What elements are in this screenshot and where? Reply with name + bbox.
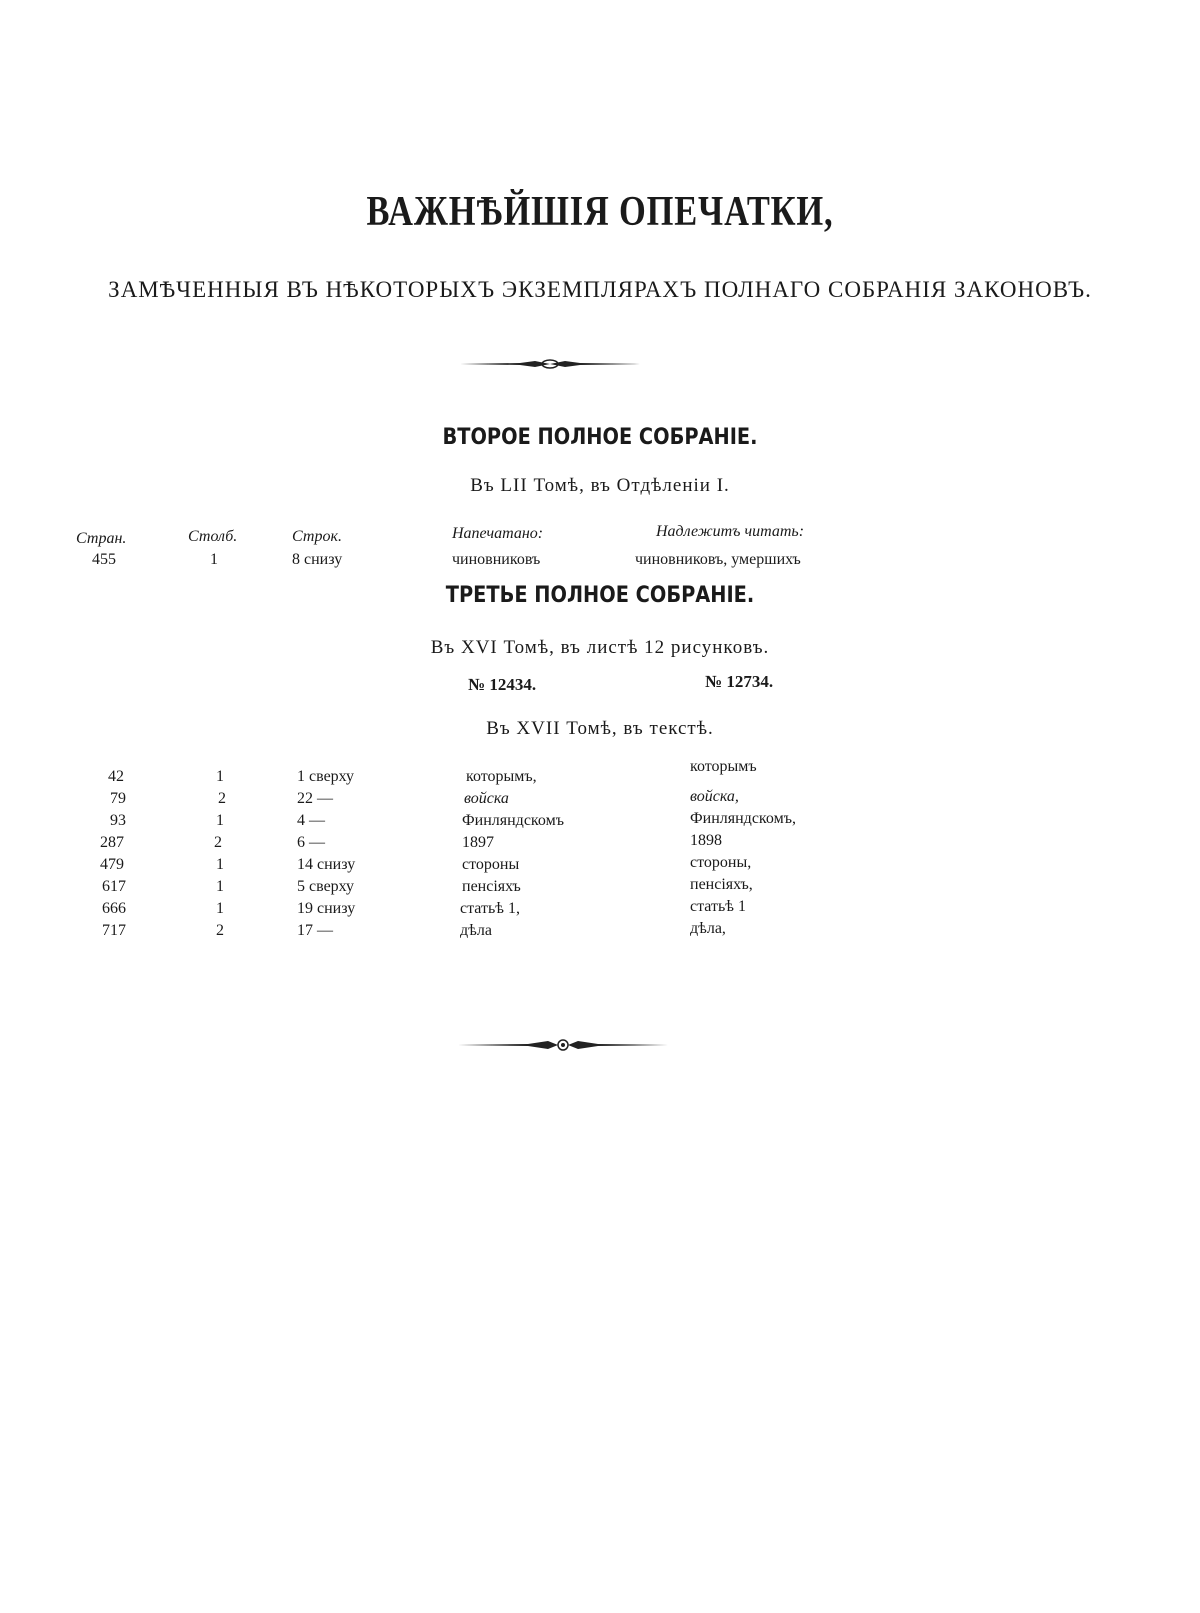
- cell-page: 717: [102, 922, 126, 939]
- cell-column: 1: [216, 768, 224, 785]
- cell-page: 79: [110, 790, 126, 807]
- cell-column: 1: [216, 878, 224, 895]
- cell-column: 1: [210, 551, 218, 568]
- cell-should-read: войска,: [690, 788, 739, 805]
- ref-should-read: № 12734.: [705, 672, 774, 691]
- cell-printed: чиновниковъ: [452, 551, 541, 568]
- cell-line: 8 снизу: [292, 551, 343, 568]
- ref-printed: № 12434.: [468, 675, 537, 694]
- cell-should-read: 1898: [690, 832, 722, 849]
- cell-printed: статьѣ 1,: [460, 900, 520, 917]
- cell-column: 1: [216, 900, 224, 917]
- header-column: Столб.: [188, 528, 238, 545]
- cell-line: 6 —: [297, 834, 325, 851]
- table-row: [0, 922, 1200, 944]
- table-row: [0, 834, 1200, 856]
- cell-page: 479: [100, 856, 124, 873]
- cell-page: 42: [108, 768, 124, 785]
- header-line: Строк.: [292, 528, 342, 545]
- cell-page: 287: [100, 834, 124, 851]
- cell-printed: дѣла: [460, 922, 492, 939]
- cell-should-read: которымъ: [690, 758, 757, 775]
- cell-page: 93: [110, 812, 126, 829]
- cell-printed: стороны: [462, 856, 520, 873]
- section-heading-second: ВТОРОЕ ПОЛНОЕ СОБРАНІЕ.: [442, 425, 758, 450]
- cell-column: 2: [216, 922, 224, 939]
- cell-line: 14 снизу: [297, 856, 356, 873]
- cell-should-read: чиновниковъ, умершихъ: [635, 551, 801, 568]
- cell-line: 17 —: [297, 922, 333, 939]
- cell-printed: пенсіяхъ: [462, 878, 521, 895]
- cell-column: 1: [216, 812, 224, 829]
- cell-column: 2: [214, 834, 222, 851]
- cell-column: 2: [218, 790, 226, 807]
- cell-printed: Финляндскомъ: [462, 812, 564, 829]
- cell-should-read: Финляндскомъ,: [690, 810, 796, 827]
- table-row: [0, 856, 1200, 878]
- table-row: [0, 900, 1200, 922]
- table-row: [0, 878, 1200, 900]
- cell-printed: 1897: [462, 834, 494, 851]
- volume-xvii-label: Въ XVII Томѣ, въ текстѣ.: [486, 718, 714, 739]
- table-row: [0, 812, 1200, 834]
- cell-should-read: пенсіяхъ,: [690, 876, 753, 893]
- cell-line: 22 —: [297, 790, 333, 807]
- cell-page: 666: [102, 900, 126, 917]
- cell-page: 617: [102, 878, 126, 895]
- header-should-read: Надлежитъ читать:: [656, 523, 805, 540]
- cell-should-read: статьѣ 1: [690, 898, 746, 915]
- volume-lii-label: Въ LII Томѣ, въ Отдѣленіи I.: [470, 475, 730, 496]
- table-row: [0, 790, 1200, 812]
- cell-printed: войска: [464, 790, 509, 807]
- cell-should-read: стороны,: [690, 854, 752, 871]
- cell-should-read: дѣла,: [690, 920, 726, 937]
- volume-xvi-label: Въ XVI Томѣ, въ листѣ 12 рисунковъ.: [430, 637, 770, 658]
- ornament-divider-bottom: [458, 1037, 668, 1053]
- header-page: Стран.: [76, 530, 127, 547]
- section-heading-third: ТРЕТЬЕ ПОЛНОЕ СОБРАНІЕ.: [445, 583, 755, 608]
- cell-line: 1 сверху: [297, 768, 355, 785]
- page-subtitle: ЗАМѢЧЕННЫЯ ВЪ НѢКОТОРЫХЪ ЭКЗЕМПЛЯРАХЪ ПОЛНАГО СОБРАНІЯ ЗАКОНОВЪ.: [108, 277, 1092, 302]
- ornament-divider-top: [460, 358, 640, 370]
- table-row: [0, 758, 1200, 790]
- cell-line: 5 сверху: [297, 878, 355, 895]
- header-printed: Напечатано:: [452, 525, 544, 542]
- cell-page: 455: [92, 551, 116, 568]
- cell-line: 19 снизу: [297, 900, 356, 917]
- cell-line: 4 —: [297, 812, 325, 829]
- table-row: [0, 551, 1200, 573]
- page-title: ВАЖНѢЙШІЯ ОПЕЧАТКИ,: [366, 189, 834, 235]
- cell-column: 1: [216, 856, 224, 873]
- cell-printed: которымъ,: [466, 768, 537, 785]
